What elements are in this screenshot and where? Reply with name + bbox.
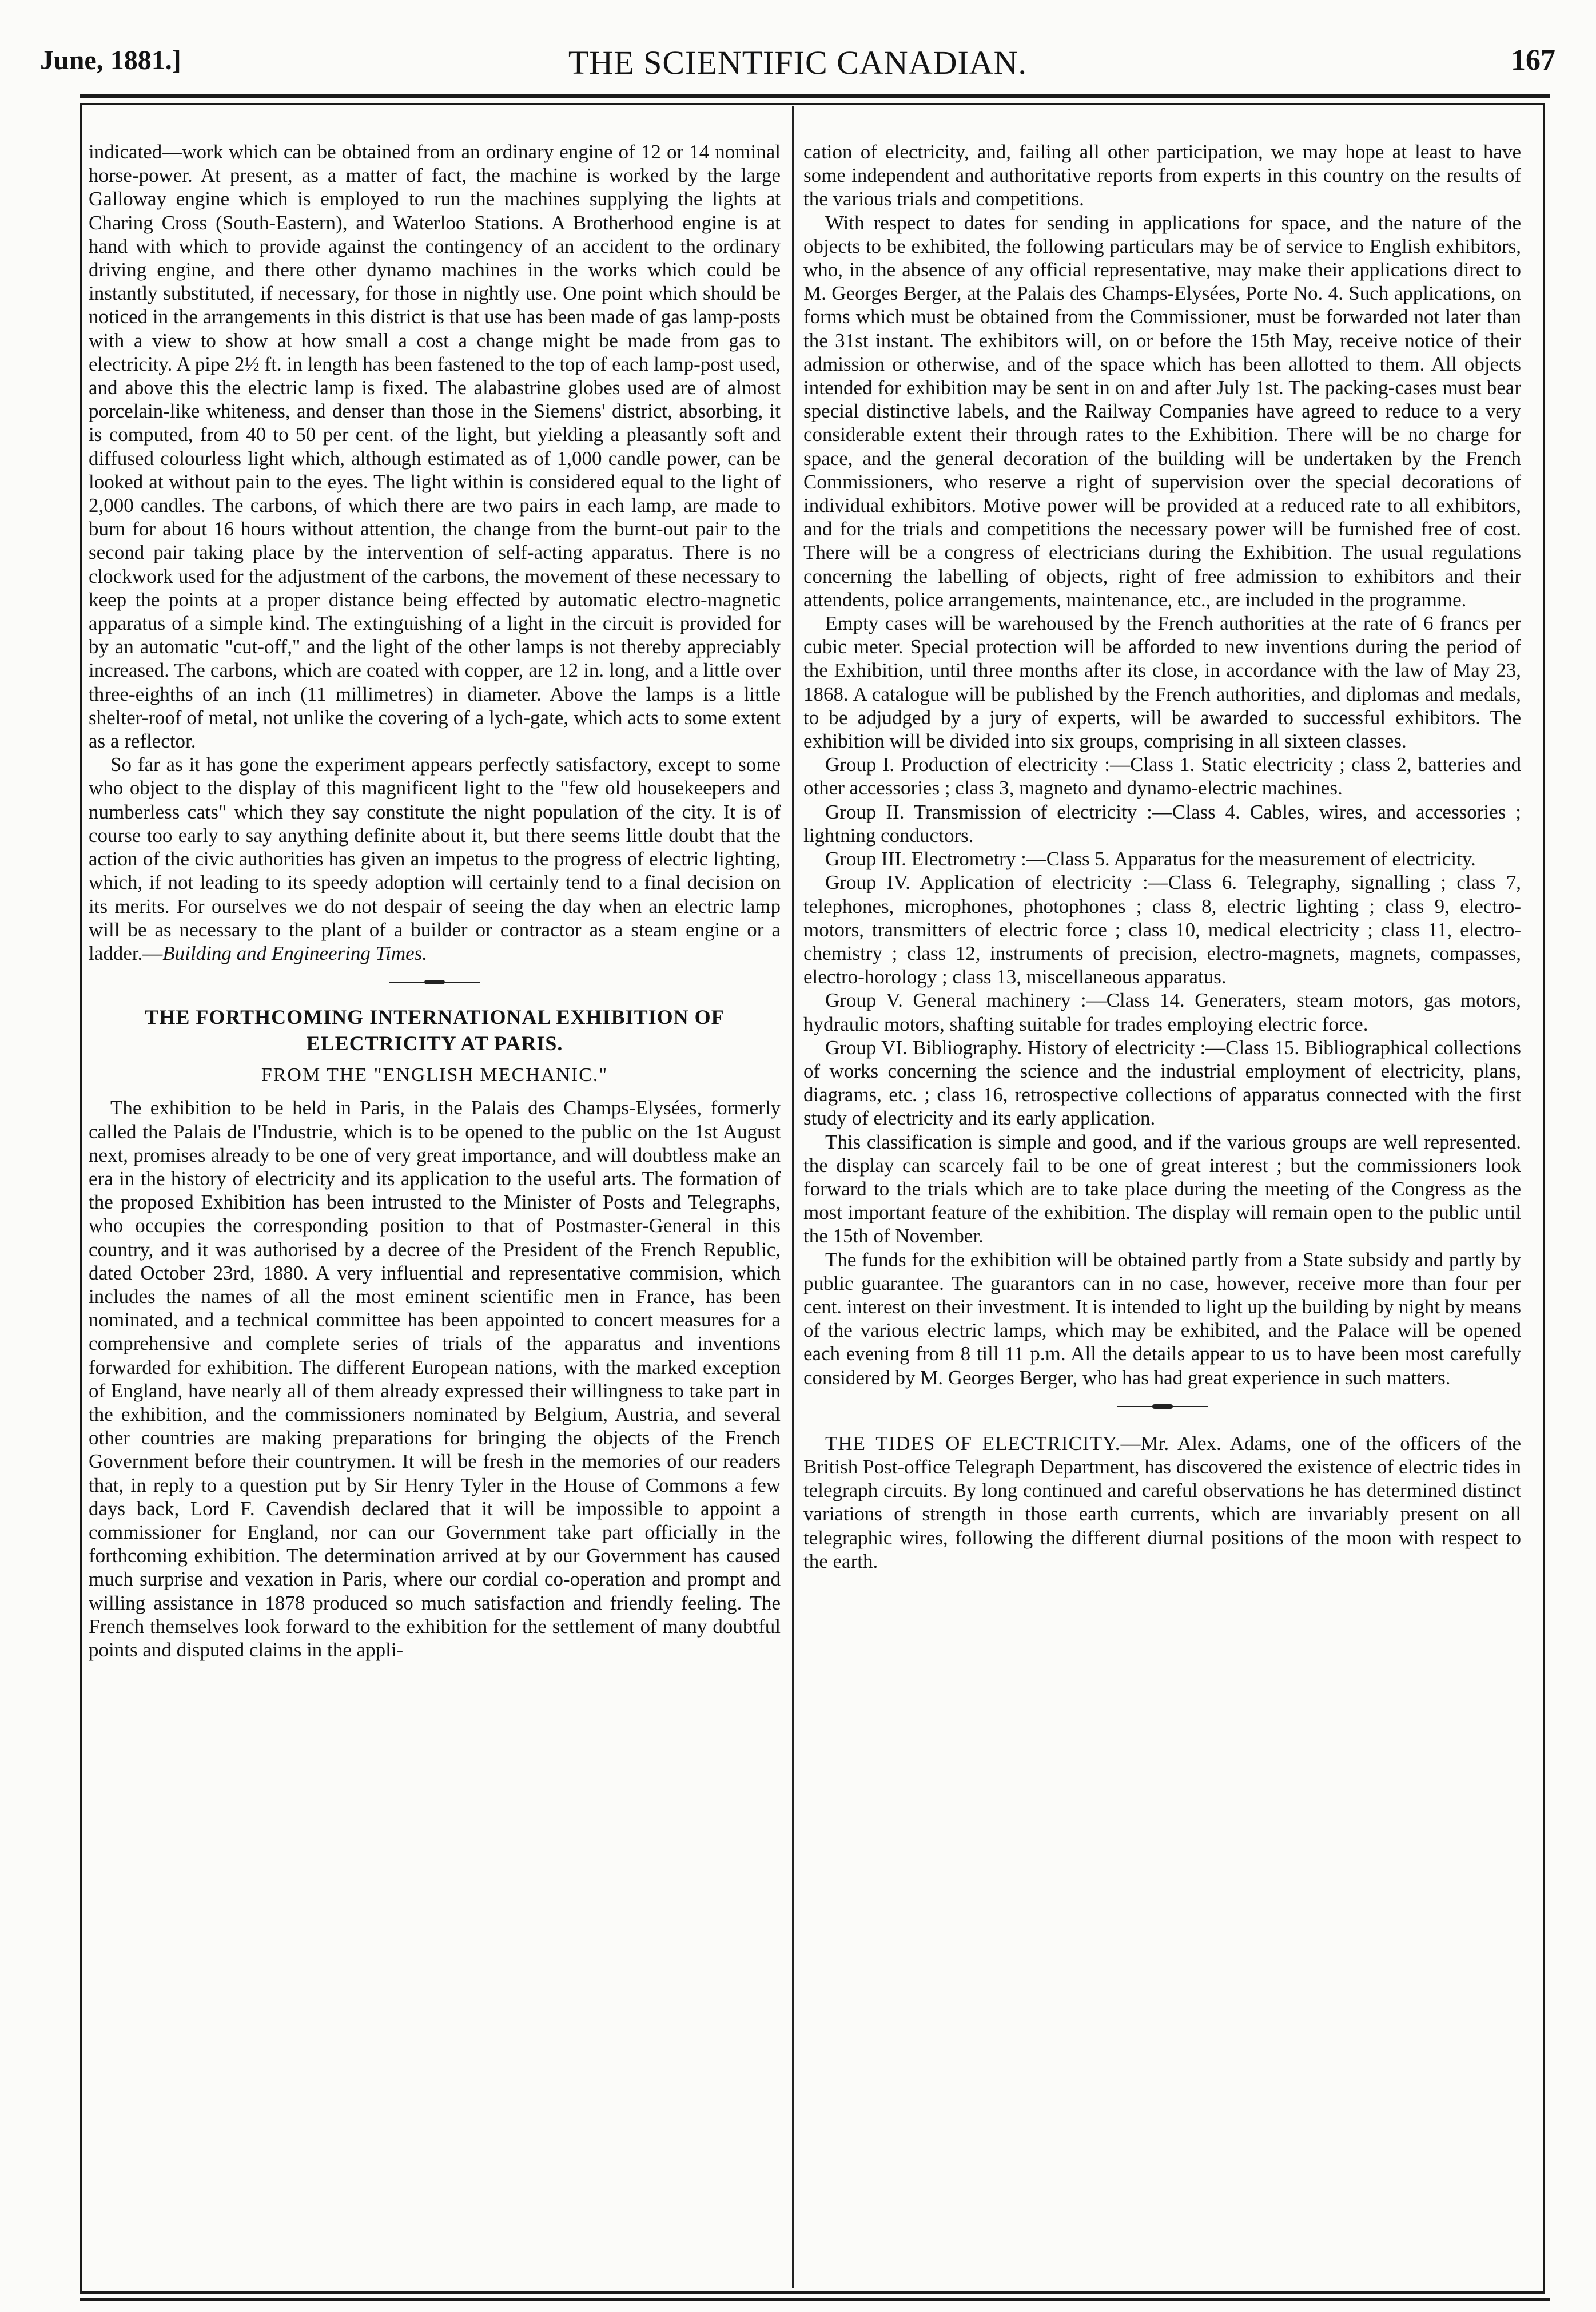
cases-paragraph: Empty cases will be warehoused by the French authorities at the rate of 6 francs per cubic meter. Special protection will be afforded to new inventions during the period of the Exhibition, until three months after its close, in accordance with the law of May 23, 1868. A catalogue will be published by the French authorities, and diplomas and medals, to be adjudged by a jury of experts, will be awarded to successful exhibitors. The exhibition will be divided into six groups, comprising in all sixteen classes. [803,612,1521,753]
conclusion-text: So far as it has gone the experiment appears perfectly satisfactory, except to some who object to the display of this magnificent light to the "few old housekeepers and numberless cats" which they say constitute the night population of the city. It is of course too early to say anything definite about it, but there seems little doubt that the action of the civic authorities has given an impetus to the progress of electric lighting, which, if not leading to its speedy adoption will certainly tend to a final decision on its merits. For ourselves we do not despair of seeing the day when an electric lamp will be as necessary to the plant of a builder or contractor as a steam engine or a ladder.— [89,753,781,964]
page-number: 167 [1511,44,1555,77]
section-separator [389,980,480,984]
group-item: Group I. Production of electricity :—Class 1. Static electricity ; class 2, batteries and other accessories ; class 3, magneto and dynamo-electric machines. [803,753,1521,800]
tides-paragraph [803,1432,1521,1573]
group-item: Group III. Electrometry :—Class 5. Apparatus for the measurement of electricity. [825,848,1476,871]
group-item: Group II. Transmission of electricity :—Class 4. Cables, wires, and accessories ; lightning conductors. [803,800,1521,847]
tides-heading: THE TIDES OF ELECTRICITY. [825,1432,1121,1455]
article-title: THE FORTHCOMING INTERNATIONAL EXHIBITION OF ELECTRICITY AT PARIS. [145,1006,725,1055]
page-header [40,40,1555,86]
group-item: Group V. General machinery :—Class 14. Generaters, steam motors, gas motors, hydraulic motors, shafting suitable for trades employing electric force. [803,989,1521,1035]
section-separator [1117,1404,1208,1409]
electric-lighting-conclusion [89,753,781,965]
right-column [803,140,1521,1573]
group-item: Group VI. Bibliography. History of electricity :—Class 15. Bibliographical collections of works concerning the science and the industrial employment of electricity, plans, diagrams, etc. ; class 16, retrospective collections of apparatus connected with the first study of electricity and its early application. [803,1036,1521,1130]
footer-rule [80,2298,1550,2301]
source-credit: Building and Engineering Times. [162,942,428,964]
header-rule [80,94,1550,98]
publication-title: THE SCIENTIFIC CANADIAN. [568,44,1028,81]
exhibition-continuation: cation of electricity, and, failing all other participation, we may hope at least to have some independent and authoritative reports from experts in this country on the results of the various trials and competitions. [803,141,1521,210]
dates-paragraph: With respect to dates for sending in applications for space, and the nature of the objects to be exhibited, the following particulars may be of service to English exhibitors, who, in the absence of any official representative, may make their applications direct to M. Georges Berger, at the Palais des Champs-Elysées, Porte No. 4. Such applications, on forms which must be obtained from the Commissioner, must be forwarded not later than the 31st instant. The exhibitors will, on or before the 15th May, receive notice of their admission or otherwise, and of the space which has been allotted to them. All objects intended for exhibition may be sent in on and after July 1st. The packing-cases must bear special distinctive labels, and the Railway Companies have agreed to reduce to a very considerable extent their through rates to the Exhibition. There will be no charge for space, and the general decoration of the building will be undertaken by the French Commissioners, who reserve a right of supervision over the special decorations of individual exhibitors. Motive power will be provided at a reduced rate to all exhibitors, and for the trials and competitions the necessary power will be furnished free of cost. There will be a congress of electricians during the Exhibition. The usual regulations concerning the labelling of objects, right of free admission to exhibitors and their attendents, police arrangements, maintenance, etc., are included in the programme. [803,211,1521,611]
article-source: FROM THE "ENGLISH MECHANIC." [261,1064,608,1086]
left-column [89,140,781,1662]
electric-lighting-continuation: indicated—work which can be obtained from an ordinary engine of 12 or 14 nominal horse-power. At present, as a matter of fact, the machine is worked by the large Galloway engine which is employed to run the machines supplying the lights at Charing Cross (South-Eastern), and Waterloo Stations. A Brotherhood engine is at hand with which to provide against the contingency of an accident to the ordinary driving engine, and there other dynamo machines in the works which could be instantly substituted, if necessary, for those in nightly use. One point which should be noticed in the arrangements in this district is that use has been made of gas lamp-posts with a view to show at how small a cost a change might be made from gas to electricity. A pipe 2½ ft. in length has been fastened to the top of each lamp-post used, and above this the electric lamp is fixed. The alabastrine globes used are of almost porcelain-like whiteness, and denser than those in the Siemens' district, absorbing, it is computed, from 40 to 50 per cent. of the light, but yielding a pleasantly soft and diffused colourless light which, although estimated as of 1,000 candle power, can be looked at without pain to the eyes. The light within is considered equal to the light of 2,000 candles. The carbons, of which there are two pairs in each lamp, are made to burn for about 16 hours without attention, the change from the burnt-out pair to the second pair taking place by the intervention of self-acting apparatus. There is no clockwork used for the adjustment of the carbons, the movement of these necessary to keep the points at a proper distance being effected by automatic electro-magnetic apparatus of a simple kind. The extinguishing of a light in the circuit is provided for by an automatic "cut-off," and the light of the other lamps is not thereby appreciably increased. The carbons, which are coated with copper, are 12 in. long, and a little over three-eighths of an inch (11 millimetres) in diameter. Above the lamps is a little shelter-roof of metal, not unlike the covering of a lych-gate, which acts to some extent as a reflector. [89,141,781,753]
funds-paragraph: The funds for the exhibition will be obtained partly from a State subsidy and partly by public guarantee. The guarantors can in no case, however, receive more than four per cent. interest on their investment. It is intended to light up the building by night by means of the various electric lamps, which may be exhibited, and the Palace will be opened each evening from 8 till 11 p.m. All the details appear to us to have been most carefully considered by M. Georges Berger, who has had great experience in such matters. [803,1248,1521,1389]
classification-paragraph: This classification is simple and good, and if the various groups are well represented. the display can scarcely fail to be one of great interest ; but the commissioners look forward to the trials which are to take place during the meeting of the Congress as the most important feature of the exhibition. The display will remain open to the public until the 15th of November. [803,1130,1521,1248]
exhibition-intro-paragraph: The exhibition to be held in Paris, in the Palais des Champs-Elysées, formerly called the Palais de l'Industrie, which is to be opened to the public on the 1st August next, promises already to be one of very great importance, and will doubtless make an era in the history of electricity and its application to the useful arts. The formation of the proposed Exhibition has been intrusted to the Minister of Posts and Telegraphs, who occupies the corresponding position to that of Postmaster-General in this country, and it was authorised by a decree of the President of the French Republic, dated October 23rd, 1880. A very influential and representative commision, which includes the names of all the most eminent scientific men in France, has been nominated, and a technical committee has been appointed to concert measures for a comprehensive and complete series of trials of the apparatus and inventions forwarded for exhibition. The different European nations, with the marked exception of England, have nearly all of them already expressed their willingness to take part in the exhibition, and the commissioners nominated by Belgium, Austria, and several other countries are making preparations for bringing the objects of the French Government before their countrymen. It will be fresh in the memories of our readers that, in reply to a question put by Sir Henry Tyler in the House of Commons a few days back, Lord F. Cavendish declared that it will be impossible to appoint a commissioner for England, nor can our Government take part officially in the forthcoming exhibition. The determination arrived at by our Government has caused much surprise and vexation in Paris, where our cordial co-operation and prompt and willing assistance in 1878 produced so much satisfaction and friendly feeling. The French themselves look forward to the exhibition for the settlement of many doubtful points and disputed claims in the appli- [89,1097,781,1661]
column-divider [792,106,794,2288]
group-item: Group IV. Application of electricity :—Class 6. Telegraphy, signalling ; class 7, telephones, microphones, photophones ; class 8, electric lighting ; class 9, electro-motors, transmitters of electric force ; class 10, medical electricity ; class 11, electro-chemistry ; class 12, instruments of precision, electro-magnets, magnets, compasses, electro-horology ; class 13, miscellaneous apparatus. [803,871,1521,988]
tides-text: —Mr. Alex. Adams, one of the officers of the British Post-office Telegraph Department, has discovered the existence of electric tides in telegraph circuits. By long continued and careful observations he has determined distinct variations of strength in those earth currents, which are invariably present on all telegraphic wires, following the different diurnal positions of the moon with respect to the earth. [803,1432,1521,1572]
issue-date: June, 1881.] [40,45,181,76]
